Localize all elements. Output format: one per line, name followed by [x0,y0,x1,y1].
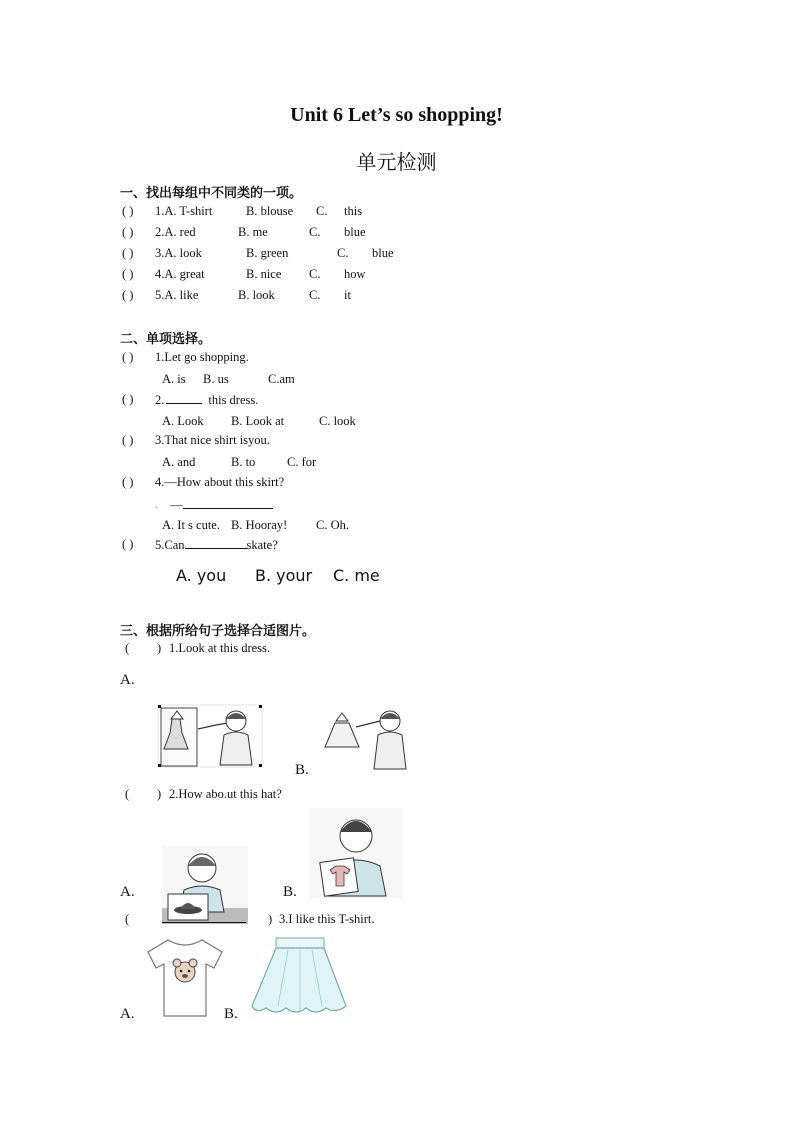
option-c: blue [344,225,366,239]
option-c: C. me [333,566,380,585]
skirt-picture-b[interactable] [250,936,350,1018]
option-a: A. It s cute. [162,518,220,532]
dash: — [170,498,183,512]
option-a: 1.A. T-shirt [155,204,213,218]
option-a: A. is [162,372,186,386]
section1-heading: 一、找出每组中不同类的一项。 [120,186,303,201]
section1-row [0,267,793,285]
option-c-label: C. [337,246,349,260]
option-b: B. look [238,288,275,302]
option-a-label: A. [120,1006,135,1022]
question-suffix: skate? [246,538,278,552]
answer-paren[interactable]: ( ) [122,350,134,364]
question-text: 2.How abo.ut this hat? [169,787,282,801]
section1-row [0,225,793,243]
paren-open[interactable]: ( [125,641,130,655]
question-text [155,537,278,553]
option-b-label: B. [283,884,297,900]
answer-blank[interactable] [166,392,202,404]
answer-paren[interactable]: ( ) [122,267,134,281]
option-c: C. Oh. [316,518,349,532]
answer-blank[interactable] [185,537,247,549]
answer-paren[interactable]: ( ) [122,246,134,260]
option-a: A. Look [162,414,204,428]
question-suffix: this dress. [208,393,259,407]
option-a: 2.A. red [155,225,196,239]
option-a-label: A. [120,672,135,688]
option-b: B. green [246,246,289,260]
answer-paren[interactable]: ( ) [122,537,134,551]
question-text [155,392,258,408]
question-text: 3.I like this T-shirt. [279,912,375,926]
option-c-label: C. [309,288,321,302]
section2-heading: 二、单项选择。 [120,332,212,347]
paren-close: ) [157,641,162,655]
option-b: B. to [231,455,256,469]
option-b: B. Look at [231,414,285,428]
option-c: C. for [287,455,317,469]
question-prefix: 5.Can [155,538,185,552]
dress-picture-a[interactable] [158,705,262,767]
question-text: 3.That nice shirt isyou. [155,433,270,447]
option-c-label: C. [309,225,321,239]
answer-blank[interactable] [183,497,273,509]
answer-paren[interactable]: ( ) [122,288,134,302]
question-text: 4.—How about this skirt? [155,475,285,489]
option-b: B. nice [246,267,282,281]
option-a: 5.A. like [155,288,199,302]
option-c: this [344,204,363,218]
option-b-label: B. [224,1006,238,1022]
section1-row [0,246,793,264]
section3-heading: 三、根据所给句子选择合适图片。 [120,624,316,639]
option-c: it [344,288,351,302]
option-c: blue [372,246,394,260]
option-a: A. you [176,566,227,585]
section1-row [0,204,793,222]
page-subtitle: 单元检测 [356,150,437,174]
paren-open[interactable]: ( [125,787,130,801]
paren-open[interactable]: ( [125,912,130,926]
option-a-label: A. [120,884,135,900]
option-b: B. blouse [246,204,294,218]
stray-dot: . [155,497,159,511]
answer-paren[interactable]: ( ) [122,225,134,239]
question-prefix: 2. [155,393,165,407]
tshirt-picture-a[interactable] [146,936,224,1018]
paren-close: ) [157,787,162,801]
option-c: C.am [268,372,295,386]
option-c: how [344,267,366,281]
answer-line [162,922,246,923]
answer-paren[interactable]: ( ) [122,204,134,218]
option-c-label: C. [309,267,321,281]
paren-close: ) [268,912,273,926]
answer-paren[interactable]: ( ) [122,475,134,489]
option-b: B. Hooray! [231,518,288,532]
section1-row [0,288,793,306]
option-b: B. your [255,566,313,585]
shirt-picture-b[interactable] [310,808,402,898]
option-c-label: C. [316,204,328,218]
question-text: 1.Look at this dress. [169,641,271,655]
hat-picture-a[interactable] [162,846,248,924]
answer-paren[interactable]: ( ) [122,433,134,447]
option-b: B. me [238,225,268,239]
page-title: Unit 6 Let’s so shopping! [290,104,503,126]
option-b-label: B. [295,762,309,778]
option-a: A. and [162,455,196,469]
option-b: B. us [203,372,229,386]
answer-paren[interactable]: ( ) [122,392,134,406]
skirt-picture-b[interactable] [322,705,412,771]
option-a: 4.A. great [155,267,205,281]
option-a: 3.A. look [155,246,202,260]
question-text: 1.Let go shopping. [155,350,249,364]
answer-line [170,497,273,513]
option-c: C. look [319,414,356,428]
